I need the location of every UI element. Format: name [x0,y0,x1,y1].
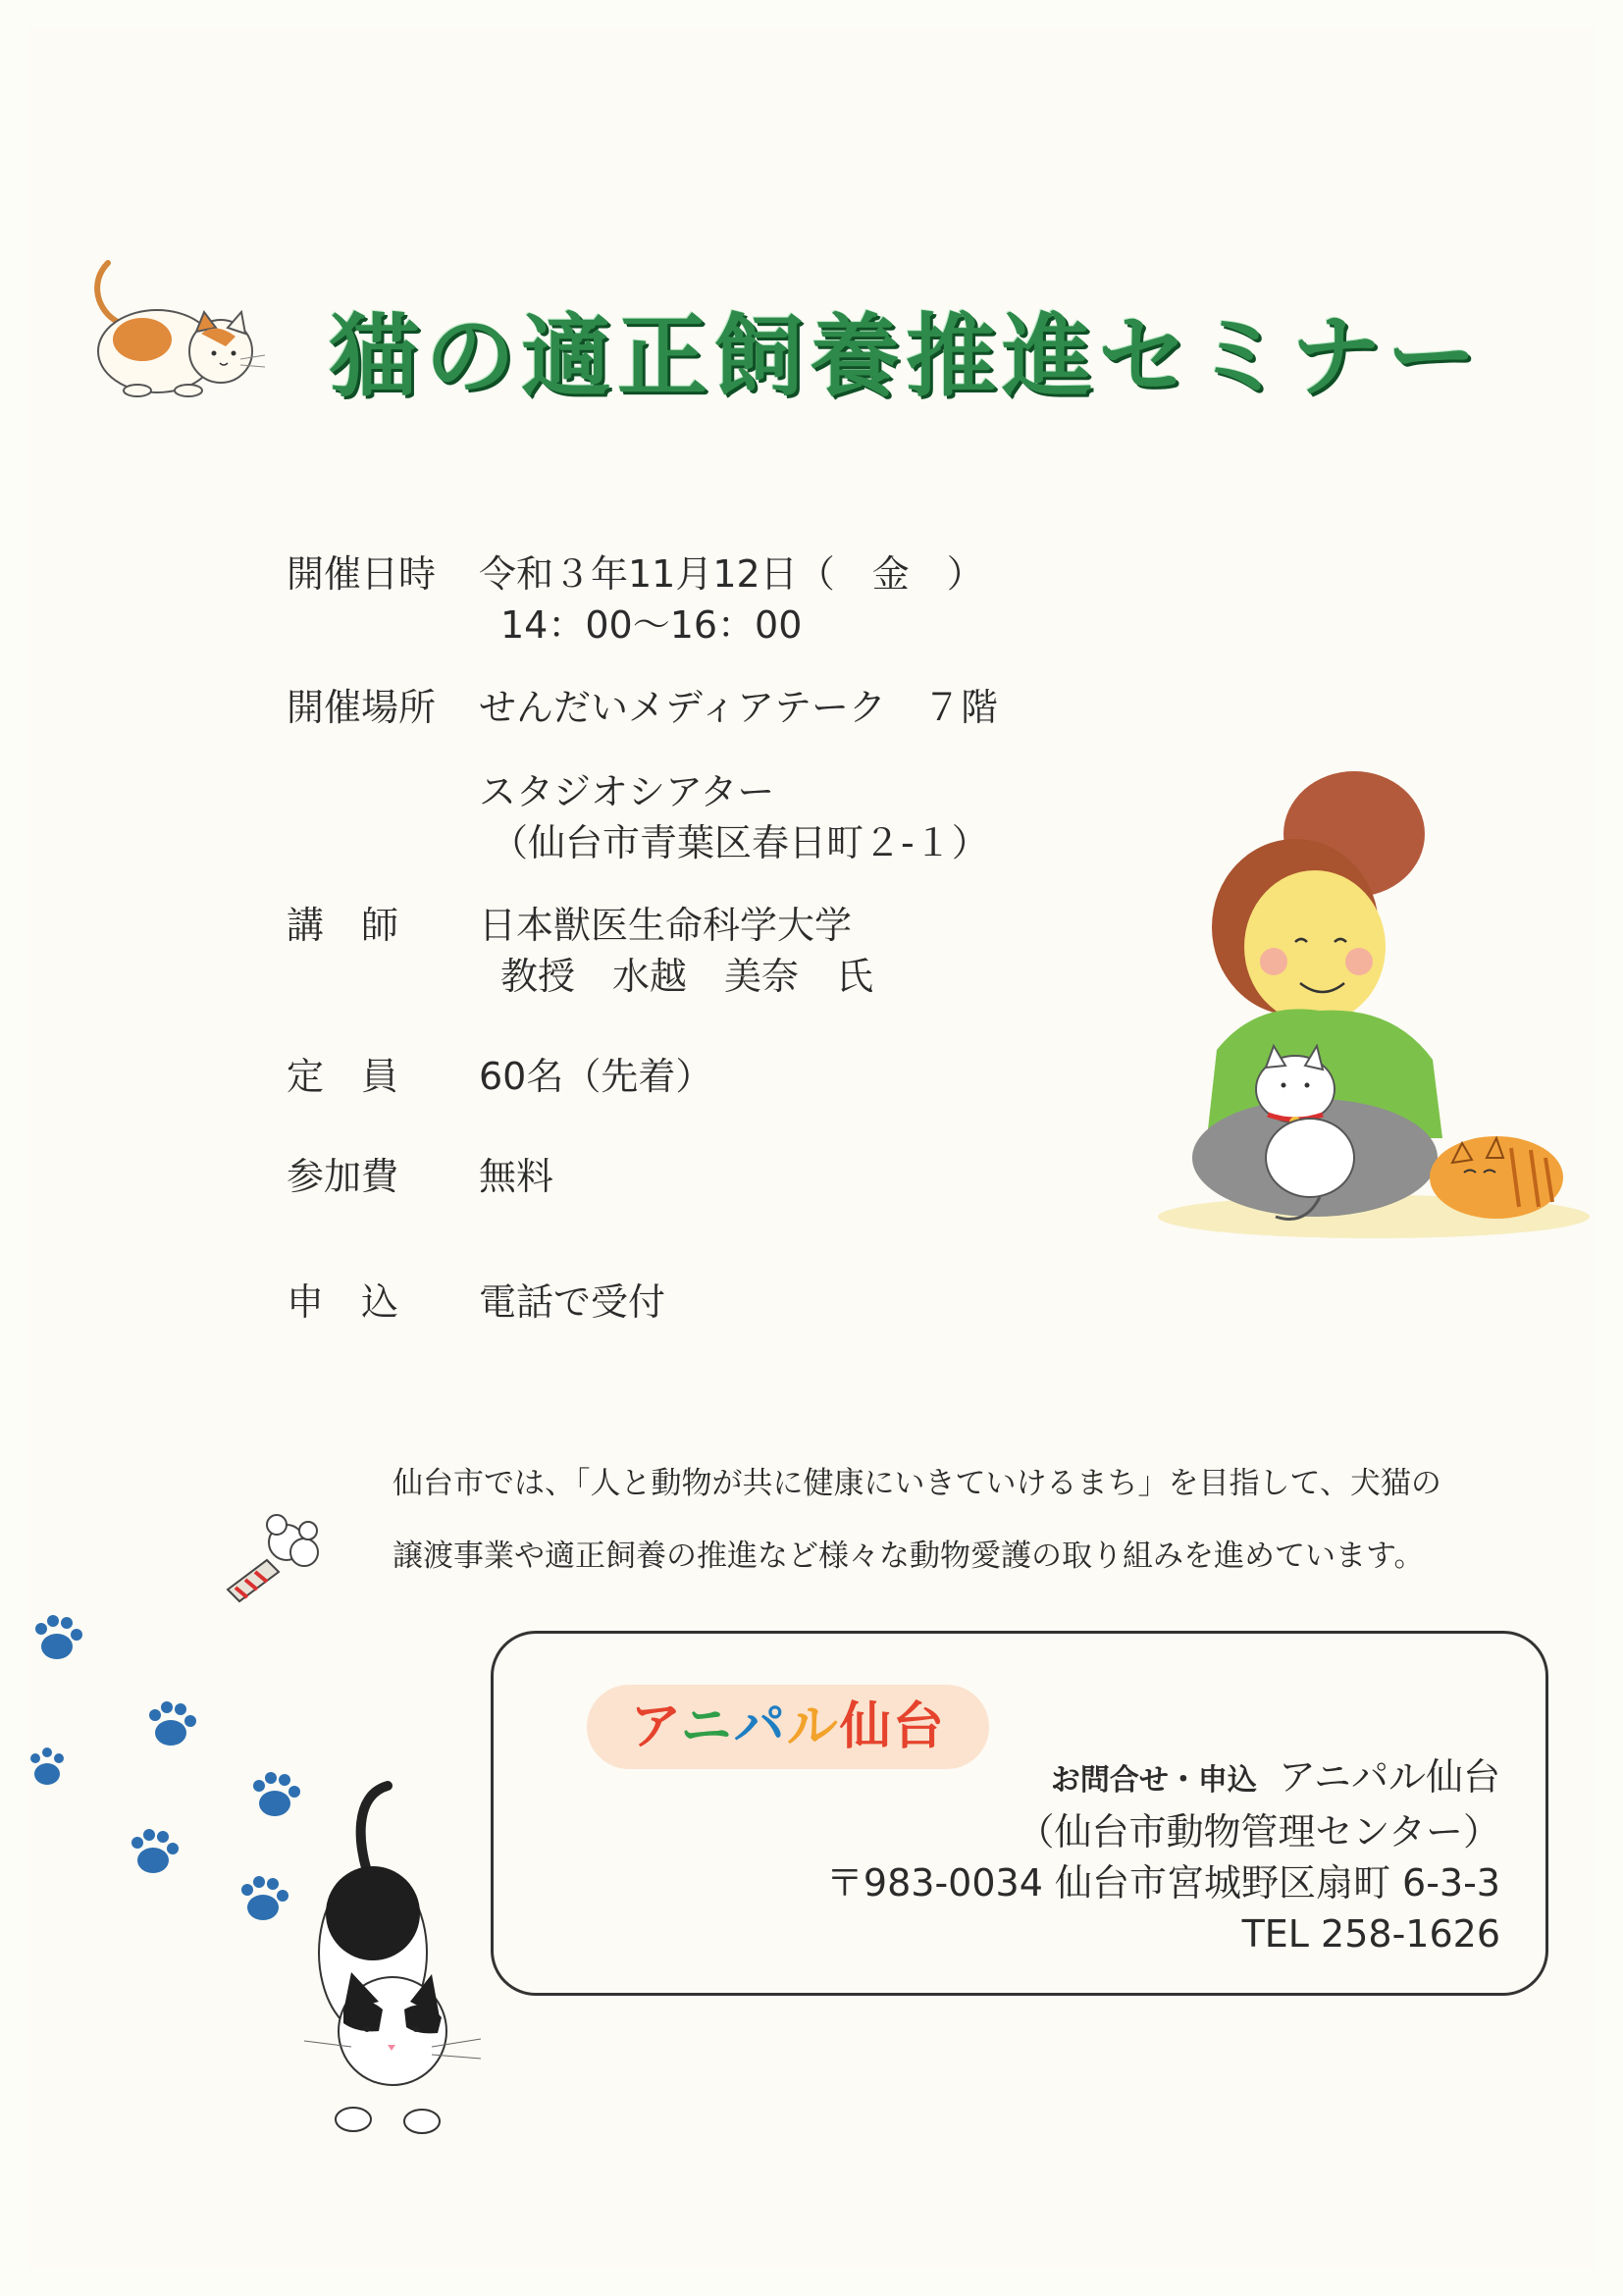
contact-address: 〒983-0034 仙台市宮城野区扇町 6-3-3 [825,1861,1500,1905]
logo-char-3: パ [733,1697,787,1756]
walking-cat-icon [79,243,275,410]
venue-address: （仙台市青葉区春日町２-１） [491,821,989,864]
date-label: 開催日時 [287,552,437,596]
contact-heading: お問合せ・申込 [1050,1763,1257,1798]
paw-prints-icon [27,1609,302,1943]
fee-label: 参加費 [287,1155,399,1198]
logo-char-1: ア [630,1697,681,1756]
apply-label: 申 込 [287,1280,399,1324]
capacity-value: 60名（先着） [479,1055,713,1098]
description-line-2: 譲渡事業や適正飼養の推進など様々な動物愛護の取り組みを進めています。 [393,1539,1425,1574]
description-line-1: 仙台市では、「人と動物が共に健康にいきていけるまち」を目指して、犬猫の [393,1466,1441,1501]
date-value: 令和３年11月12日（ 金 ） [479,552,984,596]
woman-with-cats-icon [1148,756,1599,1246]
time-value: 14：00〜16：00 [500,603,803,647]
cat-toy-icon [218,1511,326,1609]
contact-box [491,1631,1548,1996]
black-white-cat-icon [285,1766,500,2159]
contact-info [826,1751,1500,1959]
contact-tel: TEL 258-1626 [1241,1912,1500,1956]
logo-char-5: 仙台 [839,1697,946,1756]
lecturer-name: 教授 水越 美奈 氏 [500,955,874,998]
venue-label: 開催場所 [287,686,437,729]
fee-value: 無料 [479,1155,554,1198]
lecturer-label: 講 師 [287,904,399,947]
capacity-label: 定 員 [287,1055,399,1098]
logo-char-2: ニ [680,1697,734,1756]
venue-room: スタジオシアター [479,770,775,813]
apply-value: 電話で受付 [479,1280,666,1324]
venue-value: せんだいメディアテーク ７階 [479,686,998,729]
page-title: 猫の適正飼養推進セミナー [329,304,1484,409]
logo-char-4: ル [786,1697,840,1756]
description-paragraph [393,1447,1531,1592]
contact-org: アニパル仙台 [1278,1755,1500,1799]
contact-org-full: （仙台市動物管理センター） [1017,1810,1500,1853]
lecturer-affiliation: 日本獣医生命科学大学 [479,904,853,947]
